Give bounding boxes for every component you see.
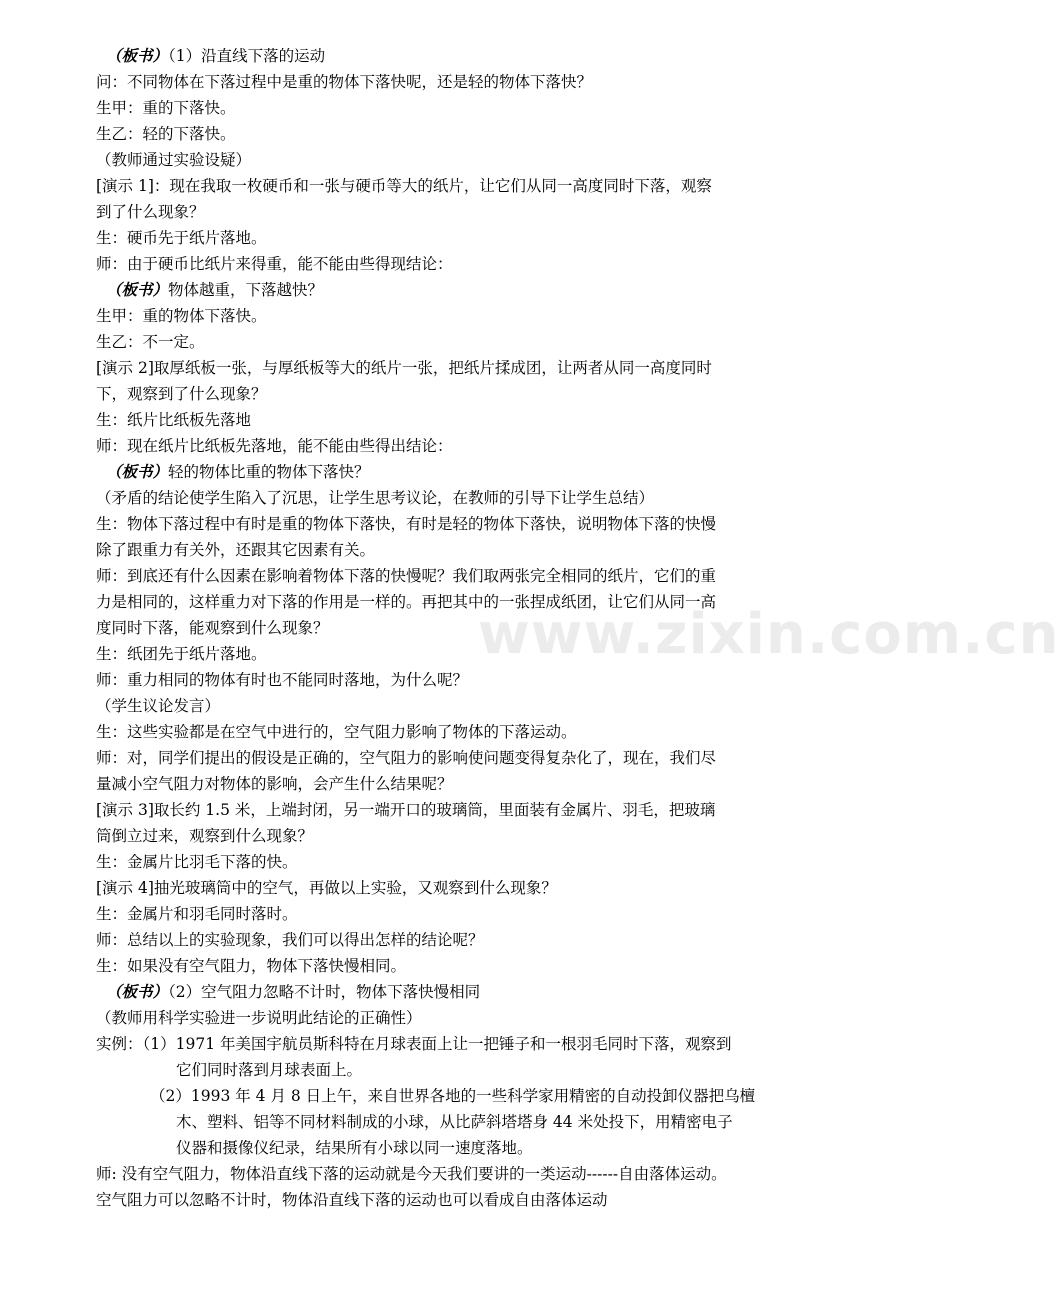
- text-line: （矛盾的结论使学生陷入了沉思，让学生思考议论，在教师的引导下让学生总结）: [96, 489, 655, 507]
- text-line: 实例：（1）1971 年美国宇航员斯科特在月球表面上让一把锤子和一根羽毛同时下落，观察到: [96, 1035, 732, 1053]
- text-line: [演示 1]：现在我取一枚硬币和一张与硬币等大的纸片，让它们从同一高度同时下落，观察: [96, 177, 712, 195]
- text-line: 师：现在纸片比纸板先落地，能不能由些得出结论：: [96, 437, 453, 455]
- text-line: 生：纸团先于纸片落地。: [96, 645, 267, 663]
- text-line: 量减小空气阻力对物体的影响，会产生什么结果呢？: [96, 775, 453, 793]
- text-line: （教师用科学实验进一步说明此结论的正确性）: [96, 1009, 422, 1027]
- board-label: （板书）: [106, 462, 169, 481]
- text-line: 师：重力相同的物体有时也不能同时落地，为什么呢？: [96, 671, 469, 689]
- text-line: 生甲：重的下落快。: [96, 99, 236, 117]
- text-line: 生甲：重的物体下落快。: [96, 307, 267, 325]
- text-line: 师：到底还有什么因素在影响着物体下落的快慢呢？我们取两张完全相同的纸片，它们的重: [96, 567, 717, 585]
- board-label: （板书）: [106, 46, 169, 65]
- text-line: 它们同时落到月球表面上。: [176, 1061, 363, 1079]
- text-line: 下，观察到了什么现象？: [96, 385, 267, 403]
- text-line: 仪器和摄像仪纪录，结果所有小球以同一速度落地。: [176, 1139, 533, 1157]
- text-line: 师：总结以上的实验现象，我们可以得出怎样的结论呢？: [96, 931, 484, 949]
- text-line: [演示 4]抽光玻璃筒中的空气，再做以上实验，又观察到什么现象？: [96, 879, 557, 897]
- text-line: （学生议论发言）: [96, 697, 221, 715]
- text-line: 除了跟重力有关外，还跟其它因素有关。: [96, 541, 376, 559]
- text-line: 空气阻力可以忽略不计时，物体沿直线下落的运动也可以看成自由落体运动: [96, 1191, 608, 1209]
- text-line: 生：物体下落过程中有时是重的物体下落快，有时是轻的物体下落快，说明物体下落的快慢: [96, 515, 717, 533]
- text-line: （教师通过实验设疑）: [96, 151, 252, 169]
- text-line: 生：金属片和羽毛同时落时。: [96, 905, 298, 923]
- text-line: 生：这些实验都是在空气中进行的，空气阻力影响了物体的下落运动。: [96, 723, 577, 741]
- text-line: 生：金属片比羽毛下落的快。: [96, 853, 298, 871]
- text-line: （2）1993 年 4 月 8 日上午，来自世界各地的一些科学家用精密的自动投卸仪器把乌檀: [150, 1087, 756, 1105]
- text-line: 生：硬币先于纸片落地。: [96, 229, 267, 247]
- text-line: 生乙：轻的下落快。: [96, 125, 236, 143]
- text-line: 问：不同物体在下落过程中是重的物体下落快呢，还是轻的物体下落快？: [96, 73, 593, 91]
- board-note-text: （2）空气阻力忽略不计时，物体下落快慢相同: [168, 983, 481, 1001]
- board-note-line: [106, 462, 846, 482]
- board-note-line: [106, 46, 846, 66]
- board-note-text: 物体越重，下落越快？: [168, 281, 324, 299]
- text-line: 师：对，同学们提出的假设是正确的，空气阻力的影响使问题变得复杂化了，现在，我们尽: [96, 749, 717, 767]
- text-line: 力是相同的，这样重力对下落的作用是一样的。再把其中的一张捏成纸团，让它们从同一高: [96, 593, 717, 611]
- board-label: （板书）: [106, 982, 169, 1001]
- text-line: 生：纸片比纸板先落地: [96, 411, 252, 429]
- text-line: 筒倒立过来，观察到什么现象？: [96, 827, 314, 845]
- text-line: 师: 没有空气阻力，物体沿直线下落的运动就是今天我们要讲的一类运动------自由落体运动。: [96, 1165, 727, 1183]
- text-line: 生乙：不一定。: [96, 333, 205, 351]
- board-note-text: （1）沿直线下落的运动: [168, 47, 326, 65]
- board-label: （板书）: [106, 280, 169, 299]
- board-note-line: [106, 982, 846, 1002]
- board-note-text: 轻的物体比重的物体下落快？: [168, 463, 370, 481]
- text-line: [演示 3]取长约 1.5 米，上端封闭，另一端开口的玻璃筒，里面装有金属片、羽毛，把玻璃: [96, 801, 716, 819]
- text-line: 生：如果没有空气阻力，物体下落快慢相同。: [96, 957, 407, 975]
- watermark: www.zixin.com.cn: [478, 602, 1060, 667]
- board-note-line: [106, 280, 846, 300]
- text-line: 师：由于硬币比纸片来得重，能不能由些得现结论：: [96, 255, 453, 273]
- text-line: 木、塑料、铝等不同材料制成的小球，从比萨斜塔塔身 44 米处投下，用精密电子: [176, 1113, 733, 1131]
- text-line: 度同时下落，能观察到什么现象？: [96, 619, 329, 637]
- text-line: [演示 2]取厚纸板一张，与厚纸板等大的纸片一张，把纸片揉成团，让两者从同一高度同时: [96, 359, 712, 377]
- text-line: 到了什么现象？: [96, 203, 205, 221]
